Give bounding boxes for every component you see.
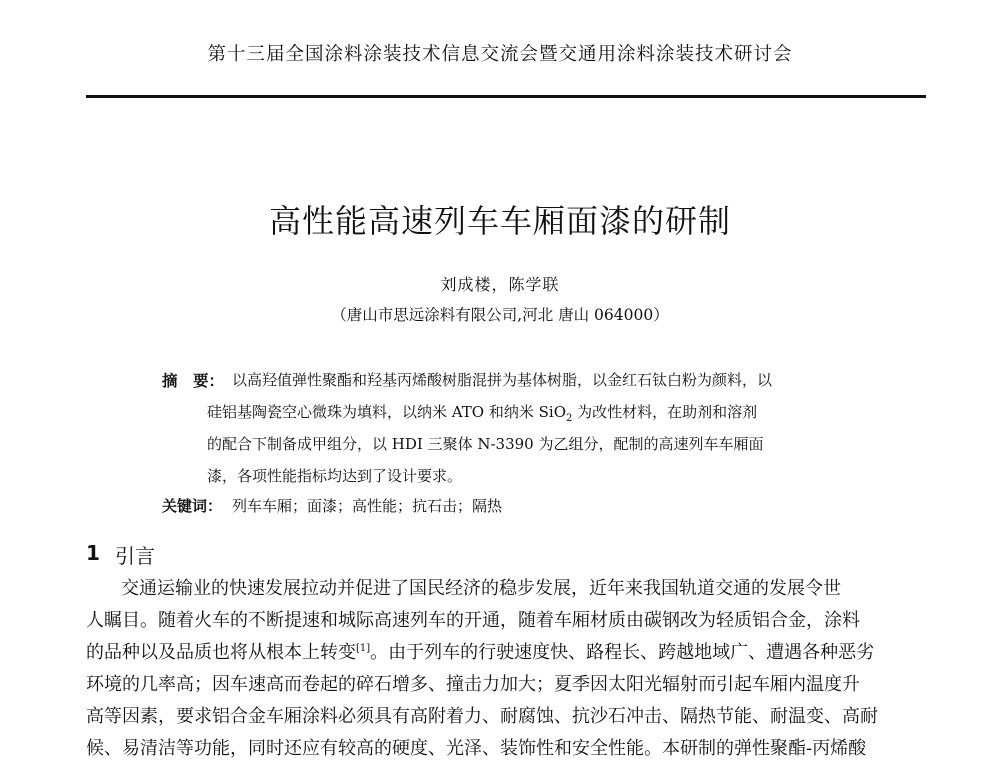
abstract-line-2: [207, 401, 757, 424]
abstract-line-3: 的配合下制备成甲组分，以 HDI 三聚体 N-3390 为乙组分，配制的高速列车车厢面: [207, 435, 764, 453]
body-line-4: 环境的几率高；因车速高而卷起的碎石增多、撞击力加大；夏季因太阳光辐射而引起车厢内温度升: [86, 674, 860, 695]
abstract-line-2-text: 硅铝基陶瓷空心微珠为填料，以纳米 ATO 和纳米 SiO: [207, 403, 566, 421]
body-line-3-tail: 。由于列车的行驶速度快、路程长、跨越地域广、遭遇各种恶劣: [370, 642, 875, 663]
body-line-6: 候、易清洁等功能，同时还应有较高的硬度、光泽、装饰性和安全性能。本研制的弹性聚酯-丙烯酸: [86, 738, 867, 759]
section-heading: 引言: [115, 544, 155, 568]
section-number: 1: [86, 541, 100, 565]
body-line-3: [86, 638, 874, 664]
affiliation: （唐山市思远涂料有限公司,河北 唐山 064000）: [331, 306, 669, 324]
keywords-label: 关键词：: [162, 497, 223, 515]
body-line-2: 人瞩目。随着火车的不断提速和城际高速列车的开通，随着车厢材质由碳钢改为轻质铝合金，涂料: [86, 610, 860, 631]
abstract-line-2-tail: 为改性材料，在助剂和溶剂: [572, 403, 758, 421]
keywords-text: 列车车厢；面漆；高性能；抗石击；隔热: [232, 497, 503, 515]
abstract-label: 摘 要：: [162, 371, 225, 390]
abstract-subscript: 2: [566, 413, 573, 424]
body-line-5: 高等因素，要求铝合金车厢涂料必须具有高附着力、耐腐蚀、抗沙石冲击、隔热节能、耐温变、高耐: [86, 706, 878, 727]
abstract-line-1: 以高羟值弹性聚酯和羟基丙烯酸树脂混拼为基体树脂，以金红石钛白粉为颜料，以: [232, 371, 773, 389]
header-rule: [86, 95, 926, 98]
body-line-1: 交通运输业的快速发展拉动并促进了国民经济的稳步发展，近年来我国轨道交通的发展令世: [121, 578, 841, 599]
paper-title: 高性能高速列车车厢面漆的研制: [268, 202, 731, 240]
citation-marker: [1]: [356, 643, 371, 654]
body-line-3-text: 的品种以及品质也将从根本上转变: [86, 642, 356, 663]
abstract-line-4: 漆，各项性能指标均达到了设计要求。: [207, 467, 463, 485]
running-header: 第十三届全国涂料涂装技术信息交流会暨交通用涂料涂装技术研讨会: [207, 44, 793, 65]
authors: 刘成楼，陈学联: [440, 275, 560, 294]
